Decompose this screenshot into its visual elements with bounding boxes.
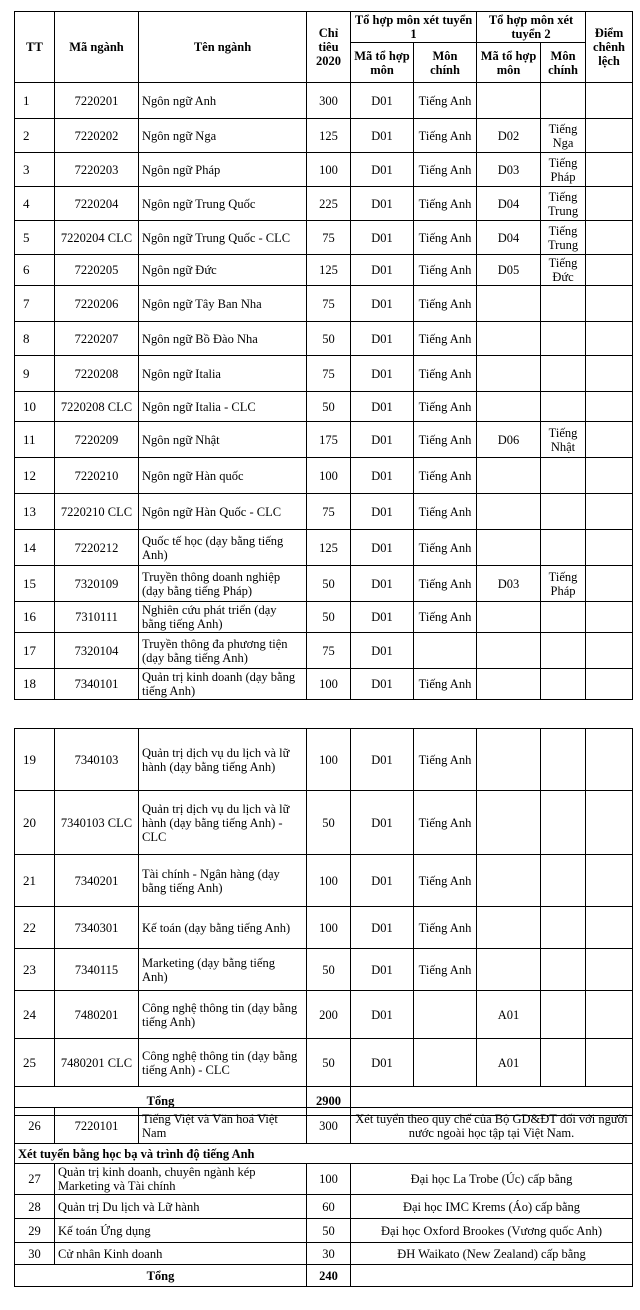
table-row: [15, 356, 633, 392]
header-ma-to-hop-2: Mã tổ hợp môn: [477, 43, 541, 83]
cell-mon-chinh-2: Tiếng Pháp: [541, 153, 586, 187]
cell-ten-nganh: Quốc tế học (dạy bằng tiếng Anh): [139, 530, 307, 566]
cell-ma-to-hop-1: D01: [351, 392, 414, 422]
cell-diem-chenh-lech: [586, 422, 633, 458]
cell-tt: 14: [15, 530, 55, 566]
cell-chi-tieu: 75: [307, 221, 351, 255]
table-row: [15, 1164, 633, 1195]
cell-ma-to-hop-1: D01: [351, 566, 414, 602]
cell-chi-tieu: 100: [307, 855, 351, 907]
admission-table-part-1: [14, 11, 633, 700]
cell-ma-to-hop-2: [477, 669, 541, 700]
cell-ma-to-hop-2: [477, 83, 541, 119]
cell-chi-tieu: 300: [307, 1108, 351, 1144]
cell-ma-nganh: 7220206: [55, 286, 139, 322]
cell-ma-to-hop-2: D02: [477, 119, 541, 153]
cell-chi-tieu: 50: [307, 791, 351, 855]
admission-table-part-2: [14, 728, 633, 1116]
cell-tt: 26: [15, 1108, 55, 1144]
cell-diem-chenh-lech: [586, 1039, 633, 1087]
cell-diem-chenh-lech: [586, 494, 633, 530]
cell-ma-nganh: 7220205: [55, 255, 139, 286]
table-row: [15, 1108, 633, 1144]
cell-ma-to-hop-2: D04: [477, 187, 541, 221]
cell-mon-chinh-2: [541, 322, 586, 356]
cell-ma-nganh: 7220210: [55, 458, 139, 494]
cell-mon-chinh-1: Tiếng Anh: [414, 322, 477, 356]
cell-ma-nganh: 7220212: [55, 530, 139, 566]
cell-ma-to-hop-1: D01: [351, 119, 414, 153]
cell-chi-tieu: 75: [307, 356, 351, 392]
header-chi-tieu: Chỉ tiêu 2020: [307, 12, 351, 83]
cell-ten-nganh: Ngôn ngữ Nga: [139, 119, 307, 153]
cell-chi-tieu: 175: [307, 422, 351, 458]
table-row: [15, 729, 633, 791]
cell-ma-nganh: 7220207: [55, 322, 139, 356]
cell-mon-chinh-1: Tiếng Anh: [414, 669, 477, 700]
cell-ma-to-hop-1: D01: [351, 187, 414, 221]
cell-mon-chinh-1: Tiếng Anh: [414, 187, 477, 221]
total-label: Tổng: [15, 1265, 307, 1287]
cell-diem-chenh-lech: [586, 791, 633, 855]
table-row: [15, 187, 633, 221]
cell-mon-chinh-2: [541, 949, 586, 991]
cell-mon-chinh-2: [541, 602, 586, 633]
cell-mon-chinh-1: Tiếng Anh: [414, 855, 477, 907]
cell-ma-to-hop-2: A01: [477, 1039, 541, 1087]
cell-ma-to-hop-1: D01: [351, 255, 414, 286]
cell-ma-to-hop-1: D01: [351, 322, 414, 356]
cell-ten-nganh: Ngôn ngữ Italia: [139, 356, 307, 392]
cell-ten-nganh: Quản trị dịch vụ du lịch và lữ hành (dạy bằng tiếng Anh): [139, 729, 307, 791]
cell-mon-chinh-1: Tiếng Anh: [414, 458, 477, 494]
cell-ma-to-hop-2: D03: [477, 153, 541, 187]
header-mon-chinh-1: Môn chính: [414, 43, 477, 83]
cell-ten-nganh: Ngôn ngữ Hàn Quốc - CLC: [139, 494, 307, 530]
section-title: Xét tuyển bằng học bạ và trình độ tiếng Anh: [15, 1144, 633, 1164]
cell-mon-chinh-1: Tiếng Anh: [414, 949, 477, 991]
cell-mon-chinh-1: Tiếng Anh: [414, 392, 477, 422]
cell-tt: 28: [15, 1195, 55, 1219]
cell-ma-to-hop-2: [477, 322, 541, 356]
cell-ma-nganh: 7220210 CLC: [55, 494, 139, 530]
cell-tt: 19: [15, 729, 55, 791]
cell-mon-chinh-2: [541, 530, 586, 566]
cell-ten-nganh: Công nghệ thông tin (dạy bằng tiếng Anh): [139, 991, 307, 1039]
admission-table-part-3: [14, 1107, 633, 1287]
cell-chi-tieu: 50: [307, 1219, 351, 1243]
cell-ghi-chu: ĐH Waikato (New Zealand) cấp bằng: [351, 1243, 633, 1265]
cell-diem-chenh-lech: [586, 187, 633, 221]
total-value: 2900: [307, 1087, 351, 1116]
table-row: [15, 83, 633, 119]
cell-ten-nganh: Ngôn ngữ Italia - CLC: [139, 392, 307, 422]
cell-ten-nganh: Cử nhân Kinh doanh: [55, 1243, 307, 1265]
table-row: [15, 991, 633, 1039]
cell-diem-chenh-lech: [586, 907, 633, 949]
cell-ten-nganh: Tài chính - Ngân hàng (dạy bằng tiếng Anh): [139, 855, 307, 907]
cell-chi-tieu: 100: [307, 1164, 351, 1195]
cell-tt: 1: [15, 83, 55, 119]
cell-tt: 11: [15, 422, 55, 458]
cell-mon-chinh-2: [541, 458, 586, 494]
cell-chi-tieu: 50: [307, 1039, 351, 1087]
cell-chi-tieu: 50: [307, 602, 351, 633]
cell-chi-tieu: 75: [307, 494, 351, 530]
cell-ma-to-hop-1: D01: [351, 633, 414, 669]
cell-diem-chenh-lech: [586, 991, 633, 1039]
cell-ten-nganh: Ngôn ngữ Nhật: [139, 422, 307, 458]
cell-ma-to-hop-2: [477, 791, 541, 855]
cell-diem-chenh-lech: [586, 633, 633, 669]
cell-mon-chinh-1: Tiếng Anh: [414, 119, 477, 153]
table-row: [15, 494, 633, 530]
header-mon-chinh-2: Môn chính: [541, 43, 586, 83]
cell-chi-tieu: 100: [307, 729, 351, 791]
cell-ma-nganh: 7340301: [55, 907, 139, 949]
cell-mon-chinh-2: [541, 729, 586, 791]
cell-mon-chinh-2: [541, 1039, 586, 1087]
total-label: Tổng: [15, 1087, 307, 1116]
cell-mon-chinh-1: Tiếng Anh: [414, 566, 477, 602]
cell-diem-chenh-lech: [586, 322, 633, 356]
cell-chi-tieu: 50: [307, 566, 351, 602]
cell-diem-chenh-lech: [586, 602, 633, 633]
cell-ma-nganh: 7220208 CLC: [55, 392, 139, 422]
cell-mon-chinh-2: [541, 991, 586, 1039]
cell-ten-nganh: Ngôn ngữ Anh: [139, 83, 307, 119]
table-row: [15, 422, 633, 458]
cell-mon-chinh-1: Tiếng Anh: [414, 153, 477, 187]
cell-mon-chinh-1: Tiếng Anh: [414, 286, 477, 322]
cell-ma-to-hop-1: D01: [351, 422, 414, 458]
cell-diem-chenh-lech: [586, 153, 633, 187]
cell-ma-nganh: 7220201: [55, 83, 139, 119]
cell-mon-chinh-1: [414, 633, 477, 669]
cell-diem-chenh-lech: [586, 119, 633, 153]
cell-tt: 9: [15, 356, 55, 392]
table-row: [15, 530, 633, 566]
cell-ma-to-hop-1: D01: [351, 991, 414, 1039]
cell-mon-chinh-1: [414, 991, 477, 1039]
cell-ma-nganh: 7480201 CLC: [55, 1039, 139, 1087]
cell-ma-to-hop-1: D01: [351, 602, 414, 633]
cell-ghi-chu: Đại học Oxford Brookes (Vương quốc Anh): [351, 1219, 633, 1243]
cell-ma-to-hop-2: D03: [477, 566, 541, 602]
cell-diem-chenh-lech: [586, 729, 633, 791]
cell-ten-nganh: Truyền thông đa phương tiện (dạy bằng tiếng Anh): [139, 633, 307, 669]
cell-ghi-chu: Đại học IMC Krems (Áo) cấp bằng: [351, 1195, 633, 1219]
cell-chi-tieu: 200: [307, 991, 351, 1039]
cell-ma-to-hop-1: D01: [351, 1039, 414, 1087]
cell-chi-tieu: 50: [307, 392, 351, 422]
table-row: [15, 669, 633, 700]
cell-tt: 24: [15, 991, 55, 1039]
cell-mon-chinh-2: Tiếng Trung: [541, 221, 586, 255]
cell-tt: 29: [15, 1219, 55, 1243]
cell-ma-to-hop-2: [477, 949, 541, 991]
cell-tt: 10: [15, 392, 55, 422]
cell-ma-nganh: 7320109: [55, 566, 139, 602]
cell-ma-nganh: 7340103 CLC: [55, 791, 139, 855]
cell-diem-chenh-lech: [586, 566, 633, 602]
cell-ten-nganh: Ngôn ngữ Pháp: [139, 153, 307, 187]
cell-ma-nganh: 7220209: [55, 422, 139, 458]
table-row: [15, 907, 633, 949]
cell-ma-nganh: 7340101: [55, 669, 139, 700]
cell-ma-to-hop-1: D01: [351, 494, 414, 530]
cell-ma-to-hop-2: [477, 494, 541, 530]
cell-mon-chinh-2: [541, 907, 586, 949]
cell-ten-nganh: Truyền thông doanh nghiệp (dạy bằng tiếng Pháp): [139, 566, 307, 602]
cell-mon-chinh-1: Tiếng Anh: [414, 791, 477, 855]
cell-tt: 12: [15, 458, 55, 494]
cell-tt: 3: [15, 153, 55, 187]
cell-chi-tieu: 50: [307, 322, 351, 356]
cell-ma-to-hop-2: [477, 855, 541, 907]
total-value: 240: [307, 1265, 351, 1287]
cell-chi-tieu: 30: [307, 1243, 351, 1265]
cell-mon-chinh-2: Tiếng Đức: [541, 255, 586, 286]
cell-ma-to-hop-1: D01: [351, 729, 414, 791]
cell-ma-to-hop-2: [477, 458, 541, 494]
cell-ma-to-hop-1: D01: [351, 669, 414, 700]
cell-chi-tieu: 125: [307, 530, 351, 566]
header-ma-to-hop-1: Mã tổ hợp môn: [351, 43, 414, 83]
table-row: [15, 566, 633, 602]
cell-ma-to-hop-2: [477, 392, 541, 422]
cell-ma-to-hop-1: D01: [351, 530, 414, 566]
cell-ma-nganh: 7220101: [55, 1108, 139, 1144]
cell-tt: 17: [15, 633, 55, 669]
cell-ten-nganh: Quản trị kinh doanh, chuyên ngành kép Marketing và Tài chính: [55, 1164, 307, 1195]
cell-tt: 16: [15, 602, 55, 633]
cell-tt: 7: [15, 286, 55, 322]
cell-ten-nganh: Quản trị dịch vụ du lịch và lữ hành (dạy bằng tiếng Anh) - CLC: [139, 791, 307, 855]
header-to-hop-2: Tổ hợp môn xét tuyển 2: [477, 12, 586, 43]
cell-ten-nganh: Kế toán Ứng dụng: [55, 1219, 307, 1243]
cell-mon-chinh-1: Tiếng Anh: [414, 729, 477, 791]
cell-ma-to-hop-1: D01: [351, 153, 414, 187]
table-row: [15, 791, 633, 855]
cell-ten-nganh: Ngôn ngữ Trung Quốc: [139, 187, 307, 221]
cell-ma-to-hop-2: [477, 530, 541, 566]
cell-chi-tieu: 100: [307, 907, 351, 949]
table-row: [15, 855, 633, 907]
table-row: [15, 633, 633, 669]
cell-tt: 27: [15, 1164, 55, 1195]
cell-ten-nganh: Nghiên cứu phát triển (dạy bằng tiếng Anh): [139, 602, 307, 633]
cell-ma-to-hop-2: [477, 729, 541, 791]
cell-tt: 6: [15, 255, 55, 286]
cell-chi-tieu: 75: [307, 633, 351, 669]
cell-mon-chinh-2: [541, 286, 586, 322]
cell-mon-chinh-2: [541, 392, 586, 422]
cell-mon-chinh-1: Tiếng Anh: [414, 494, 477, 530]
cell-diem-chenh-lech: [586, 83, 633, 119]
cell-ma-to-hop-2: [477, 907, 541, 949]
cell-ten-nganh: Công nghệ thông tin (dạy bằng tiếng Anh) - CLC: [139, 1039, 307, 1087]
cell-ma-to-hop-1: D01: [351, 855, 414, 907]
cell-ma-to-hop-1: D01: [351, 83, 414, 119]
cell-ma-to-hop-2: A01: [477, 991, 541, 1039]
cell-ma-nganh: 7480201: [55, 991, 139, 1039]
cell-mon-chinh-2: [541, 633, 586, 669]
cell-tt: 20: [15, 791, 55, 855]
cell-diem-chenh-lech: [586, 392, 633, 422]
cell-tt: 30: [15, 1243, 55, 1265]
cell-mon-chinh-1: Tiếng Anh: [414, 221, 477, 255]
cell-tt: 13: [15, 494, 55, 530]
cell-ma-to-hop-1: D01: [351, 949, 414, 991]
cell-mon-chinh-2: Tiếng Nga: [541, 119, 586, 153]
cell-ma-nganh: 7220203: [55, 153, 139, 187]
cell-tt: 15: [15, 566, 55, 602]
cell-mon-chinh-2: [541, 855, 586, 907]
header-ma-nganh: Mã ngành: [55, 12, 139, 83]
table-row: [15, 458, 633, 494]
cell-mon-chinh-2: Tiếng Nhật: [541, 422, 586, 458]
cell-ma-to-hop-2: [477, 602, 541, 633]
cell-mon-chinh-2: [541, 494, 586, 530]
table-row: [15, 286, 633, 322]
cell-tt: 18: [15, 669, 55, 700]
cell-mon-chinh-1: Tiếng Anh: [414, 83, 477, 119]
cell-chi-tieu: 100: [307, 153, 351, 187]
cell-tt: 21: [15, 855, 55, 907]
cell-chi-tieu: 50: [307, 949, 351, 991]
cell-ma-nganh: 7320104: [55, 633, 139, 669]
cell-diem-chenh-lech: [586, 286, 633, 322]
table-row: [15, 153, 633, 187]
cell-diem-chenh-lech: [586, 221, 633, 255]
header-ten-nganh: Tên ngành: [139, 12, 307, 83]
cell-chi-tieu: 125: [307, 255, 351, 286]
table-row: [15, 602, 633, 633]
cell-ten-nganh: Ngôn ngữ Tây Ban Nha: [139, 286, 307, 322]
cell-chi-tieu: 75: [307, 286, 351, 322]
cell-ma-nganh: 7220204 CLC: [55, 221, 139, 255]
cell-ten-nganh: Ngôn ngữ Trung Quốc - CLC: [139, 221, 307, 255]
header-tt: TT: [15, 12, 55, 83]
table-row: [15, 392, 633, 422]
cell-ghi-chu: Đại học La Trobe (Úc) cấp bằng: [351, 1164, 633, 1195]
cell-mon-chinh-1: Tiếng Anh: [414, 907, 477, 949]
cell-ma-to-hop-1: D01: [351, 458, 414, 494]
cell-chi-tieu: 225: [307, 187, 351, 221]
cell-ten-nganh: Ngôn ngữ Bồ Đào Nha: [139, 322, 307, 356]
cell-ten-nganh: Tiếng Việt và Văn hoá Việt Nam: [139, 1108, 307, 1144]
cell-ten-nganh: Marketing (dạy bằng tiếng Anh): [139, 949, 307, 991]
cell-ma-to-hop-1: D01: [351, 907, 414, 949]
total-row-2: [15, 1265, 633, 1287]
cell-mon-chinh-2: [541, 83, 586, 119]
cell-diem-chenh-lech: [586, 530, 633, 566]
cell-ghi-chu: Xét tuyển theo quy chế của Bộ GD&ĐT đối với người nước ngoài học tập tại Việt Nam.: [351, 1108, 633, 1144]
cell-chi-tieu: 100: [307, 669, 351, 700]
cell-tt: 25: [15, 1039, 55, 1087]
cell-ma-to-hop-2: [477, 633, 541, 669]
cell-ma-nganh: 7220208: [55, 356, 139, 392]
cell-ma-to-hop-2: D05: [477, 255, 541, 286]
table-row: [15, 255, 633, 286]
cell-ma-to-hop-2: D06: [477, 422, 541, 458]
cell-tt: 23: [15, 949, 55, 991]
cell-ma-to-hop-1: D01: [351, 221, 414, 255]
cell-ten-nganh: Quản trị kinh doanh (dạy bằng tiếng Anh): [139, 669, 307, 700]
cell-ma-to-hop-2: [477, 286, 541, 322]
cell-diem-chenh-lech: [586, 458, 633, 494]
cell-chi-tieu: 300: [307, 83, 351, 119]
cell-diem-chenh-lech: [586, 669, 633, 700]
cell-mon-chinh-2: Tiếng Pháp: [541, 566, 586, 602]
cell-ma-nganh: 7310111: [55, 602, 139, 633]
table-row: [15, 1219, 633, 1243]
table-row: [15, 119, 633, 153]
cell-ma-to-hop-2: [477, 356, 541, 392]
cell-diem-chenh-lech: [586, 949, 633, 991]
cell-ten-nganh: Kế toán (dạy bằng tiếng Anh): [139, 907, 307, 949]
cell-tt: 5: [15, 221, 55, 255]
table-row: [15, 221, 633, 255]
cell-ma-nganh: 7340115: [55, 949, 139, 991]
cell-mon-chinh-2: Tiếng Trung: [541, 187, 586, 221]
cell-diem-chenh-lech: [586, 255, 633, 286]
cell-chi-tieu: 60: [307, 1195, 351, 1219]
cell-ten-nganh: Quản trị Du lịch và Lữ hành: [55, 1195, 307, 1219]
cell-mon-chinh-1: Tiếng Anh: [414, 602, 477, 633]
cell-ma-nganh: 7220202: [55, 119, 139, 153]
cell-tt: 22: [15, 907, 55, 949]
cell-mon-chinh-1: [414, 1039, 477, 1087]
cell-mon-chinh-1: Tiếng Anh: [414, 422, 477, 458]
cell-tt: 2: [15, 119, 55, 153]
cell-ma-to-hop-2: D04: [477, 221, 541, 255]
cell-chi-tieu: 100: [307, 458, 351, 494]
table-row: [15, 1039, 633, 1087]
table-row: [15, 1195, 633, 1219]
cell-chi-tieu: 125: [307, 119, 351, 153]
cell-mon-chinh-2: [541, 669, 586, 700]
cell-ma-to-hop-1: D01: [351, 286, 414, 322]
cell-mon-chinh-1: Tiếng Anh: [414, 356, 477, 392]
cell-tt: 8: [15, 322, 55, 356]
cell-diem-chenh-lech: [586, 356, 633, 392]
cell-tt: 4: [15, 187, 55, 221]
cell-ma-nganh: 7340103: [55, 729, 139, 791]
cell-ma-nganh: 7220204: [55, 187, 139, 221]
header-to-hop-1: Tổ hợp môn xét tuyển 1: [351, 12, 477, 43]
cell-ma-to-hop-1: D01: [351, 791, 414, 855]
table-row: [15, 322, 633, 356]
cell-ma-nganh: 7340201: [55, 855, 139, 907]
cell-mon-chinh-1: Tiếng Anh: [414, 255, 477, 286]
table-row: [15, 949, 633, 991]
cell-ma-to-hop-1: D01: [351, 356, 414, 392]
cell-diem-chenh-lech: [586, 855, 633, 907]
cell-ten-nganh: Ngôn ngữ Đức: [139, 255, 307, 286]
cell-ten-nganh: Ngôn ngữ Hàn quốc: [139, 458, 307, 494]
cell-mon-chinh-2: [541, 356, 586, 392]
cell-mon-chinh-2: [541, 791, 586, 855]
header-diem-chenh-lech: Điểm chênh lệch: [586, 12, 633, 83]
cell-mon-chinh-1: Tiếng Anh: [414, 530, 477, 566]
table-row: [15, 1243, 633, 1265]
